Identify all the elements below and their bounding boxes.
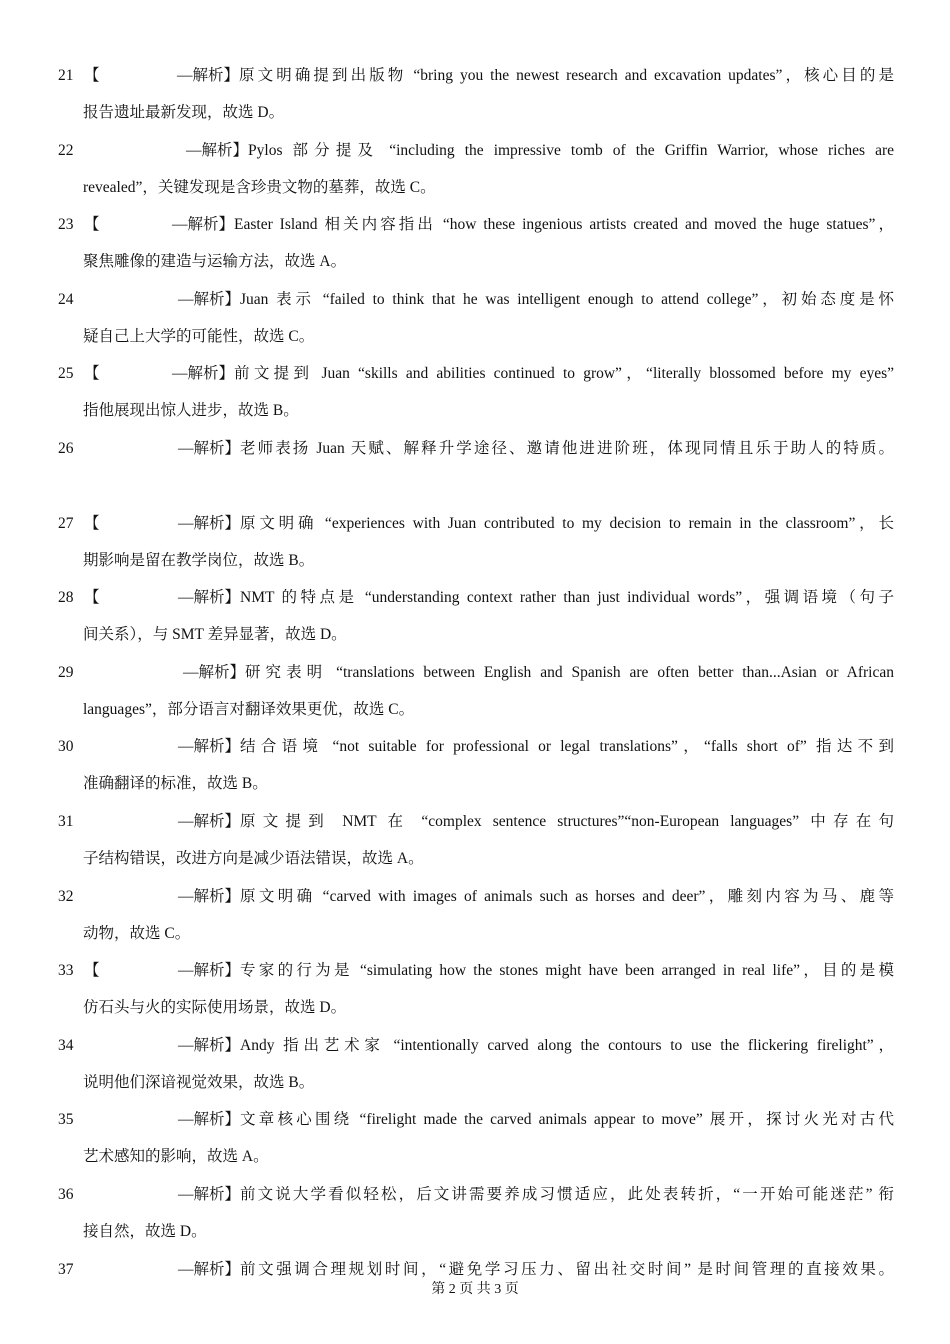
answer-entry bbox=[58, 887, 894, 944]
explanation-line-1: 研究表明 “translations between English and Spanish are often better than...Asian or African bbox=[245, 664, 894, 681]
question-number: 22 bbox=[58, 142, 74, 159]
open-bracket: 【 bbox=[84, 365, 100, 382]
answer-entry bbox=[58, 737, 894, 794]
explanation-line-1: 文章核心围绕 “firelight made the carved animals appear to move” 展开，探讨火光对古代 bbox=[240, 1111, 894, 1128]
question-number: 27 bbox=[58, 515, 74, 532]
answer-entry bbox=[58, 1185, 894, 1242]
question-number: 29 bbox=[58, 664, 74, 681]
open-bracket: 【 bbox=[84, 67, 100, 84]
analysis-tag: —解析】 bbox=[178, 888, 241, 905]
answer-entry bbox=[58, 514, 894, 571]
explanation-line-2: 准确翻译的标准，故选 B。 bbox=[83, 775, 268, 792]
analysis-tag: —解析】 bbox=[178, 1037, 241, 1054]
explanation-line-2: 子结构错误，改进方向是减少语法错误，故选 A。 bbox=[83, 850, 424, 867]
explanation-line-2: 指他展现出惊人进步，故选 B。 bbox=[83, 402, 299, 419]
answer-entry bbox=[58, 1260, 894, 1280]
analysis-tag: —解析】 bbox=[177, 67, 240, 84]
explanation-line-1: Pylos 部分提及 “including the impressive tomb of the Griffin Warrior, whose riches are bbox=[248, 142, 894, 159]
analysis-tag: —解析】 bbox=[178, 1186, 241, 1203]
explanation-line-2: revealed”，关键发现是含珍贵文物的墓葬，故选 C。 bbox=[83, 179, 436, 196]
open-bracket: 【 bbox=[84, 216, 100, 233]
page-footer: 第 2 页 共 3 页 bbox=[431, 1282, 519, 1297]
answer-entry bbox=[58, 812, 894, 869]
answer-entry bbox=[58, 290, 894, 347]
analysis-tag: —解析】 bbox=[178, 962, 241, 979]
explanation-line-2: 动物，故选 C。 bbox=[83, 925, 191, 942]
open-bracket: 【 bbox=[84, 515, 100, 532]
analysis-tag: —解析】 bbox=[178, 1261, 241, 1278]
answer-entry bbox=[58, 1036, 894, 1093]
answer-entry bbox=[58, 588, 894, 645]
explanation-line-1: 原文提到 NMT 在 “complex sentence structures”“non-European languages” 中存在句 bbox=[240, 813, 894, 830]
explanation-line-1: 原文明确提到出版物 “bring you the newest research and excavation updates”，核心目的是 bbox=[239, 67, 894, 84]
explanation-line-2: 期影响是留在教学岗位，故选 B。 bbox=[83, 552, 315, 569]
analysis-tag: —解析】 bbox=[183, 664, 246, 681]
explanation-line-2: 接自然，故选 D。 bbox=[83, 1223, 207, 1240]
question-number: 32 bbox=[58, 888, 74, 905]
answer-entry bbox=[58, 663, 894, 720]
explanation-line-1: Juan 表示 “failed to think that he was intelligent enough to attend college”，初始态度是怀 bbox=[240, 291, 894, 308]
explanation-line-2: languages”，部分语言对翻译效果更优，故选 C。 bbox=[83, 701, 415, 718]
analysis-tag: —解析】 bbox=[178, 738, 241, 755]
explanation-line-2: 间关系），与 SMT 差异显著，故选 D。 bbox=[83, 626, 347, 643]
question-number: 25 bbox=[58, 365, 74, 382]
question-number: 21 bbox=[58, 67, 74, 84]
question-number: 24 bbox=[58, 291, 74, 308]
analysis-tag: —解析】 bbox=[172, 365, 235, 382]
question-number: 34 bbox=[58, 1037, 74, 1054]
answer-entry bbox=[58, 1110, 894, 1167]
explanation-line-1: 原文明确 “carved with images of animals such as horses and deer”，雕刻内容为马、鹿等 bbox=[240, 888, 894, 905]
analysis-tag: —解析】 bbox=[178, 589, 241, 606]
answer-entry bbox=[58, 961, 894, 1018]
question-number: 35 bbox=[58, 1111, 74, 1128]
explanation-line-2: 报告遗址最新发现，故选 D。 bbox=[83, 104, 285, 121]
analysis-tag: —解析】 bbox=[178, 440, 241, 457]
answer-entry bbox=[58, 141, 894, 198]
explanation-line-2: 艺术感知的影响，故选 A。 bbox=[83, 1148, 269, 1165]
explanation-line-2: 说明他们深谙视觉效果，故选 B。 bbox=[83, 1074, 315, 1091]
explanation-line-2: 聚焦雕像的建造与运输方法，故选 A。 bbox=[83, 253, 347, 270]
analysis-tag: —解析】 bbox=[178, 291, 241, 308]
explanation-line-1: Easter Island 相关内容指出 “how these ingenious artists created and moved the huge statues”， bbox=[234, 216, 894, 233]
explanation-line-2: 疑自己上大学的可能性，故选 C。 bbox=[83, 328, 315, 345]
explanation-line-1: NMT 的特点是 “understanding context rather than just individual words”，强调语境（句子 bbox=[240, 589, 894, 606]
question-number: 33 bbox=[58, 962, 74, 979]
question-number: 23 bbox=[58, 216, 74, 233]
analysis-tag: —解析】 bbox=[186, 142, 249, 159]
question-number: 26 bbox=[58, 440, 74, 457]
explanation-line-1: 前文强调合理规划时间，“避免学习压力、留出社交时间” 是时间管理的直接效果。 bbox=[240, 1261, 894, 1278]
answer-entry bbox=[58, 215, 894, 272]
explanation-line-2: 仿石头与火的实际使用场景，故选 D。 bbox=[83, 999, 347, 1016]
open-bracket: 【 bbox=[84, 962, 100, 979]
explanation-line-1: 老师表扬 Juan 天赋、解释升学途径、邀请他进进阶班，体现同情且乐于助人的特质。 bbox=[240, 440, 894, 457]
question-number: 28 bbox=[58, 589, 74, 606]
explanation-line-1: 结合语境 “not suitable for professional or legal translations”，“falls short of” 指达不到 bbox=[240, 738, 894, 755]
explanation-line-1: 前文说大学看似轻松，后文讲需要养成习惯适应，此处表转折，“一开始可能迷茫” 衔 bbox=[240, 1186, 894, 1203]
analysis-tag: —解析】 bbox=[178, 813, 241, 830]
answer-entry bbox=[58, 439, 894, 459]
answer-entry bbox=[58, 66, 894, 123]
explanation-line-1: 前文提到 Juan “skills and abilities continued to grow”，“literally blossomed before my eyes” bbox=[234, 365, 894, 382]
analysis-tag: —解析】 bbox=[172, 216, 235, 233]
explanation-line-1: 专家的行为是 “simulating how the stones might have been arranged in real life”，目的是模 bbox=[240, 962, 894, 979]
question-number: 31 bbox=[58, 813, 74, 830]
explanation-line-1: 原文明确 “experiences with Juan contributed to my decision to remain in the classroom”，长 bbox=[240, 515, 894, 532]
explanation-line-1: Andy 指出艺术家 “intentionally carved along the contours to use the flickering firelight”， bbox=[240, 1037, 894, 1054]
analysis-tag: —解析】 bbox=[178, 1111, 241, 1128]
question-number: 36 bbox=[58, 1186, 74, 1203]
question-number: 30 bbox=[58, 738, 74, 755]
question-number: 37 bbox=[58, 1261, 74, 1278]
answer-entry bbox=[58, 364, 894, 421]
analysis-tag: —解析】 bbox=[178, 515, 241, 532]
open-bracket: 【 bbox=[84, 589, 100, 606]
